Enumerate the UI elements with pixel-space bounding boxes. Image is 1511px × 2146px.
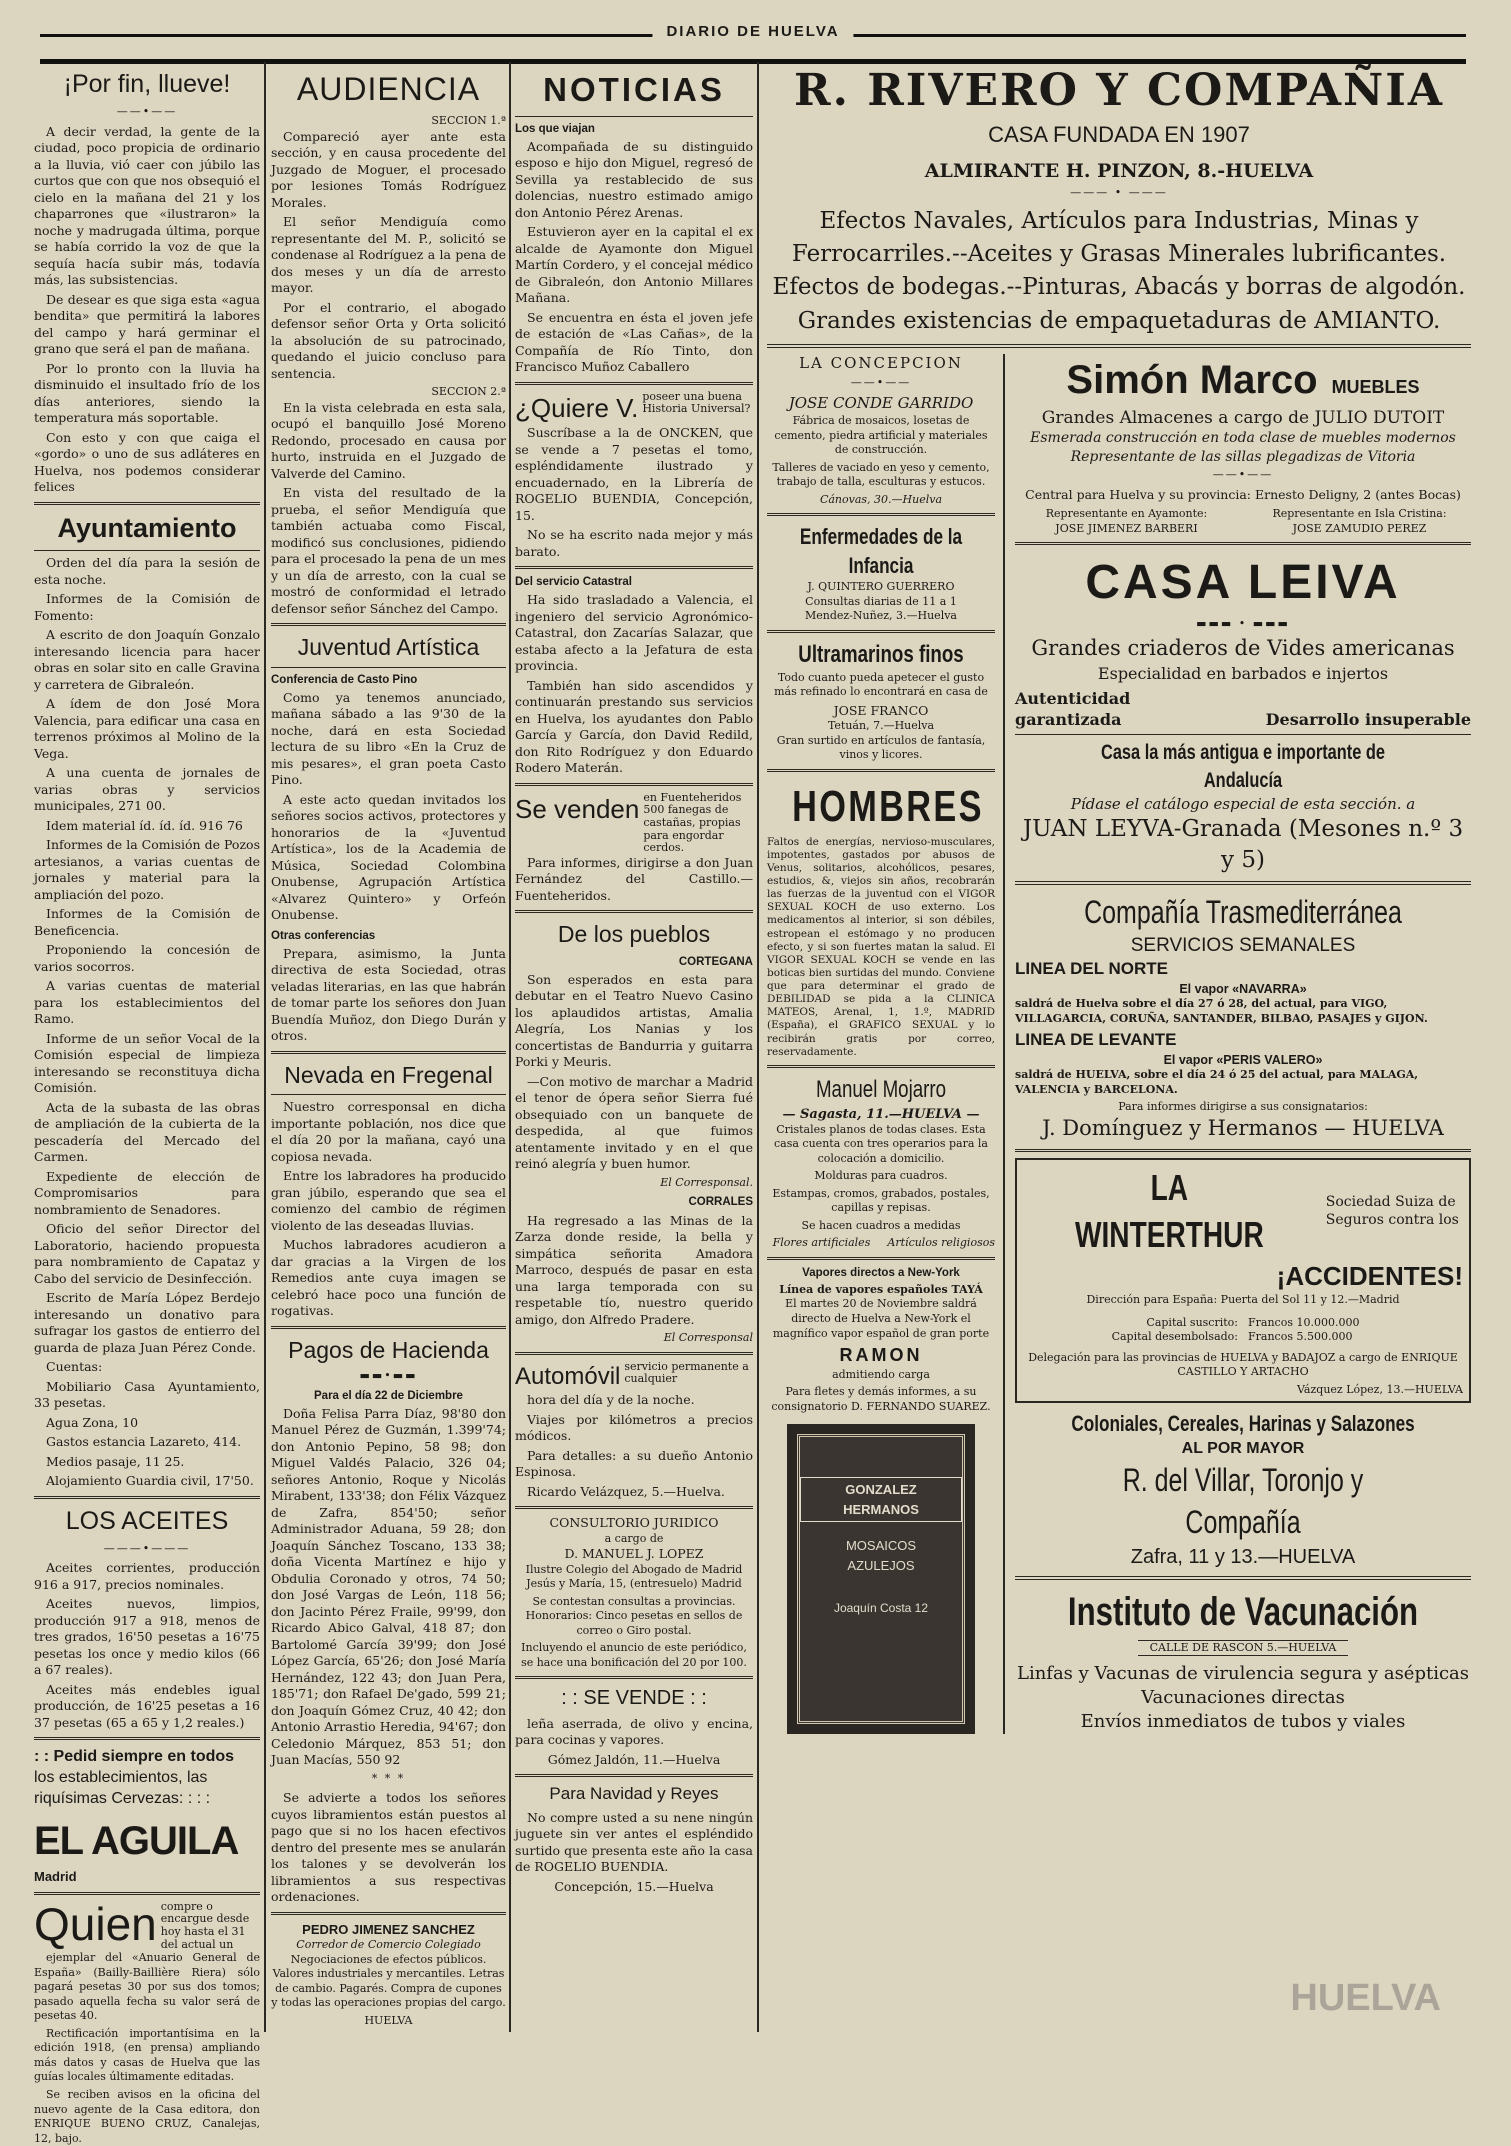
ayto-item: A ídem de don José Mora Valencia, para edificar una casa en terrenos próximos al Molino de la Vega.: [34, 696, 260, 761]
ultra-paragraph: Todo cuanto pueda apetecer el gusto más refinado lo encontrará en casa de: [774, 670, 988, 699]
lluvia-paragraph: Por lo pronto con la lluvia ha disminuido el insultado frío de los días anteriores, siendo la temperatura más soportable.: [34, 360, 260, 426]
divider: [515, 1676, 753, 1679]
juventud-paragraph: Prepara, asimismo, la Junta directiva de esta Sociedad, otras veladas literarias, en las que habrán de tomar parte los señores don Juan Buendía Muñoz, don Diego Durán y otros.: [271, 945, 506, 1044]
juventud-paragraph: Como ya tenemos anunciado, mañana sábado a las 9'30 de la noche, dará en esta Sociedad lectura de su libro «En la Cruz de mis pesares», el gran poeta Casto Pino.: [271, 689, 506, 788]
trasmed-text: saldrá de Huelva sobre el día 27 ó 28, del actual, para VIGO, VILLAGARCIA, CORUÑA, SANTANDER, BILBAO, PASAJES y GIJON.: [1015, 997, 1428, 1025]
divider: [515, 566, 753, 569]
audiencia-paragraph: En vista del resultado de la prueba, el señor Mendiguía que también actuaba como Fiscal, modificó sus conclusiones, pidiendo para el procesado la pena de un mes y un día de arresto, con la cual se mostró de conformidad el letrado defensor señor Sánchez del Campo.: [271, 485, 506, 616]
mojarro-paragraph: Se hacen cuadros a medidas: [801, 1218, 961, 1232]
auto-paragraph: Ricardo Velázquez, 5.—Huelva.: [527, 1483, 725, 1499]
quien-ad-head: [34, 1897, 260, 1952]
ad-split: [767, 354, 1471, 1734]
vapores-paragraph: El martes 20 de Noviembre saldrá directo de Huelva a New-York el magnífico vapor español de gran porte: [772, 1297, 990, 1340]
pagos-subhead: Para el día 22 de Diciembre: [314, 1389, 463, 1402]
villar-title: R. del Villar, Toronjo y Compañía: [1122, 1462, 1364, 1541]
nevada-paragraph: Muchos labradores acudieron a dar gracias a la Virgen de los Remedios ante cuya imagen se celebró hace poco una función de rogativas.: [271, 1237, 506, 1319]
conc-paragraph: Fábrica de mosaicos, losetas de cemento, piedra artificial y materiales de construcción.: [774, 414, 988, 457]
pjs-text: Negociaciones de efectos públicos. Valores industriales y mercantiles. Letras de cambio. Pagarés. Compra de cupones y todas las operaciones propias del cargo.: [271, 1952, 506, 2010]
trasmed-vapor: El vapor «PERIS VALERO»: [1163, 1052, 1323, 1067]
column-3: [515, 62, 753, 2037]
trasmed-line: LINEA DEL NORTE: [1015, 959, 1169, 979]
rivero-founded: CASA FUNDADA EN 1907: [988, 122, 1250, 148]
ayto-item: Escrito de María López Berdejo interesando un donativo para sufragar los gastos de entierro del guarda de plaza Juan Pérez Conde.: [34, 1290, 260, 1355]
auto-paragraph: hora del día y de la noche.: [527, 1392, 695, 1408]
tile-address: Joaquín Costa 12: [833, 1601, 929, 1616]
divider: [271, 1094, 506, 1095]
simon-title: Simón Marco: [1066, 358, 1318, 403]
aceites-paragraph: Aceites corrientes, producción 916 a 917, precios nominales.: [34, 1560, 260, 1592]
audiencia-paragraph: Por el contrario, el abogado defensor señor Orta y Orta solicitó la absolución de su patrocinado, quedando el juicio concluso para sentencia.: [271, 299, 506, 381]
winter-cap-label: Capital desembolsado:: [1111, 1330, 1238, 1344]
pagos-paragraph: Doña Felisa Parra Díaz, 98'80 don Manuel Pérez de Guzmán, 1.399'74; don Antonio Pepino, 58 98; don Miguel Valdés Palacio, 326 04; señores Antonio, Roque y Nicolás Mirabent, 133'38; don Félix Vázquez de Zafra, 854'50; señor Administrador Aduana, 59 28; don Joaquín Sánchez Toscano, 133 38; doña Vicenta Martínez e hijo y Obdulia Coronado y otros, 74 50; don José Vargas de León, 118 56; don Jacinto Pérez Fraile, 99'99, don Ricardo Abico Galval, 418 87; don Bartolomé García 39'99; don José López García, 65'26; don José María Hernández, 122 43; don Juan Pera, 185'71; don Rafael De'gado, 599 21; don Joaquín Gómez Cruz, 40 42; don Antonio Arrastio Heredia, 94'67; don Celedonio Márquez, 853 51; don Juan Macías, 550 92: [271, 1405, 506, 1768]
divider: [1015, 734, 1471, 735]
divider: [767, 1065, 995, 1068]
mojarro-ad: [767, 1074, 995, 1251]
trasmed-vapor: El vapor «NAVARRA»: [1179, 981, 1307, 996]
consultorio-ad: [515, 1515, 753, 1670]
enf-address: Mendez-Nuñez, 3.—Huelva: [805, 609, 957, 623]
ultra-paragraph: Gran surtido en artículos de fantasía, vinos y licores.: [776, 733, 986, 762]
winter-cap-value: Francos 5.500.000: [1248, 1330, 1353, 1344]
divider: [1015, 881, 1471, 885]
ayto-item: Mobiliario Casa Ayuntamiento, 33 pesetas.: [34, 1378, 260, 1411]
catastral-paragraph: También han sido ascendidos y continuarán prestando sus servicios en Huelva, los ayudantes don Pablo García y García, don David Redild, don Rito Rodríguez y don Eduardo Rodero Materán.: [515, 677, 753, 776]
simon-rep: [1248, 507, 1471, 536]
quiere-big: ¿Quiere V.: [515, 392, 639, 423]
venden-ad-head: [515, 792, 753, 855]
divider: [515, 910, 753, 913]
noticias-title: NOTICIAS: [543, 71, 725, 108]
mojarro-row: [767, 1236, 995, 1251]
ultramarinos-ad: [767, 639, 995, 763]
leiva-row: [1015, 688, 1471, 730]
ultra-address: Tetuán, 7.—Huelva: [827, 719, 935, 733]
villar-ad: [1015, 1409, 1471, 1570]
trasmed-info: Para informes dirigirse a sus consignatarios:: [1118, 1100, 1368, 1114]
lluvia-title: ¡Por fin, llueve!: [63, 70, 231, 98]
section-label: SECCION 1.ª: [431, 114, 506, 128]
ultra-title: Ultramarinos finos: [798, 640, 964, 668]
auto-ad-head: [515, 1361, 753, 1393]
inst-line: Vacunaciones directas: [1141, 1687, 1345, 1709]
cons-title: CONSULTORIO JURIDICO: [549, 1515, 719, 1531]
ornament: ——•——: [850, 375, 912, 389]
divider: [34, 1737, 260, 1740]
leiva-line: Desarrollo insuperable: [1265, 710, 1471, 730]
mojarro-item: Flores artificiales: [772, 1236, 871, 1250]
ayto-item: Gastos estancia Lazareto, 414.: [46, 1434, 242, 1450]
divider: [1015, 1576, 1471, 1580]
enf-name: J. QUINTERO GUERRERO: [807, 580, 955, 594]
mojarro-paragraph: Estampas, cromos, grabados, postales, capillas y repisas.: [772, 1186, 990, 1215]
winter-address: Vázquez López, 13.—HUELVA: [1296, 1382, 1463, 1396]
leiva-title: CASA LEIVA: [1085, 556, 1401, 610]
conc-address: Cánovas, 30.—Huelva: [819, 492, 943, 506]
leiva-ad: [1015, 551, 1471, 875]
trasmed-agent: J. Domínguez y Hermanos — HUELVA: [1042, 1115, 1444, 1140]
pueblos-paragraph: —Con motivo de marchar a Madrid el tenor de ópera señor Sierra fué obsequiado con un banquete de despedida, al que fuimos atentamente invitado y en el que reinó alegría y buen humor.: [515, 1073, 753, 1172]
rivero-line: Grandes existencias de empaquetaduras de AMIANTO.: [797, 307, 1441, 334]
quiere-paragraph: Suscríbase a la de ONCKEN, que se vende a 7 pesetas el tomo, espléndidamente ilustrado y encuadernado, en la Librería de ROGELIO BUENDIA, Concepción, 15.: [515, 425, 753, 523]
aceites-title: LOS ACEITES: [65, 1506, 229, 1535]
aguila-brand: EL AGUILA: [34, 1819, 239, 1864]
infancia-ad: [767, 522, 995, 624]
divider: [34, 550, 260, 551]
place-label: CORRALES: [688, 1196, 753, 1209]
navidad-paragraph: No compre usted a su nene ningún juguete sin ver antes el espléndido surtido que presenta este año la casa de ROGELIO BUENDIA.: [515, 1809, 753, 1875]
instituto-ad: [1015, 1586, 1471, 1734]
divider: [34, 1892, 260, 1895]
mojarro-paragraph: Molduras para cuadros.: [814, 1169, 948, 1183]
divider: [515, 382, 753, 385]
lluvia-paragraph: De desear es que siga esta «agua bendita» que permitirá la labores del campo y hará germinar el grano que será el pan de mañana.: [34, 291, 260, 357]
pjs-city: HUELVA: [364, 2013, 413, 2027]
sevende-title: : : SE VENDE : :: [561, 1687, 707, 1710]
lluvia-paragraph: Con esto y con que caiga el «gordo» o uno de sus adláteres en Huelva, nos podemos considerar felices: [34, 429, 260, 495]
sevende-paragraph: Gómez Jaldón, 11.—Huelva: [547, 1751, 721, 1767]
leiva-line: Pídase el catálogo especial de esta sección. a: [1070, 794, 1416, 813]
ayto-item: Informes de la Comisión de Beneficencia.: [34, 906, 260, 938]
quiere-side: poseer una buena Historia Universal?: [642, 389, 751, 416]
divider: [515, 1352, 753, 1355]
tile-ad-inner: [797, 1434, 965, 1724]
trasmed-sub: SERVICIOS SEMANALES: [1130, 935, 1356, 957]
inst-line: Linfas y Vacunas de virulencia segura y asépticas: [1016, 1663, 1470, 1685]
cons-paragraph: Incluyendo el anuncio de este periódico, se hace una bonificación del 20 por 100.: [521, 1641, 747, 1669]
column-4: [767, 62, 1471, 2037]
place-label: CORTEGANA: [678, 955, 753, 968]
conc-title: LA CONCEPCION: [799, 354, 963, 373]
divider: [271, 667, 506, 668]
mojarro-item: Artículos religiosos: [887, 1236, 995, 1250]
aguila-ad: [34, 1746, 260, 1886]
quien-paragraph: Se reciben avisos en la oficina del nuevo agente de la Casa editora, don ENRIQUE BUENO CRUZ, Canalejas, 12, bajo.: [34, 2087, 260, 2145]
mojarro-title: Manuel Mojarro: [815, 1075, 947, 1103]
divider: [34, 502, 260, 505]
vapores-paragraph: Para fletes y demás informes, a su consignatorio D. FERNANDO SUAREZ.: [771, 1385, 991, 1413]
simon-rep-title: Representante en Isla Cristina:: [1272, 507, 1447, 521]
villar-line: AL POR MAYOR: [1181, 1440, 1305, 1458]
audiencia-title: AUDIENCIA: [296, 71, 481, 107]
pjs-title: Corredor de Comercio Colegiado: [296, 1938, 481, 1952]
hombres-title: HOMBRES: [792, 781, 984, 831]
cons-paragraph: Se contestan consultas a provincias. Honorarios: Cinco pesetas en sellos de correo o Giro postal.: [525, 1594, 743, 1637]
ornament: ———•———: [103, 1541, 191, 1555]
ornament: ——•——: [1212, 468, 1274, 482]
venden-big: Se venden: [515, 793, 640, 824]
ads-left: [767, 354, 1005, 1734]
vapores-paragraph: admitiendo carga: [832, 1367, 930, 1381]
simon-rep-name: JOSE ZAMUDIO PEREZ: [1292, 521, 1427, 535]
column-2: [271, 62, 506, 2037]
ayto-item: Expediente de elección de Compromisarios para nombramiento de Senadores.: [34, 1168, 260, 1217]
divider: [1015, 542, 1471, 545]
masthead-title: DIARIO DE HUELVA: [652, 23, 853, 40]
leiva-line: Autenticidad garantizada: [1015, 689, 1131, 730]
divider: [515, 1774, 753, 1777]
ayto-item: Proponiendo la concesión de varios socorros.: [34, 942, 260, 974]
ayto-item: Informe de un señor Vocal de la Comisión especial de limpieza interesando se reconstituya dicha Comisión.: [34, 1030, 260, 1096]
divider: [271, 1051, 506, 1054]
ayto-item: Informes de la Comisión de Pozos artesianos, a varias cuentas de jornales y material para la ampliación del pozo.: [34, 837, 260, 902]
venden-side: en Fuenteheridos 500 fanegas de castañas, propias para engordar cerdos.: [643, 790, 742, 855]
pagos-paragraph: Se advierte a todos los señores cuyos libramientos están puestos al pago que si no los hacen efectivos dentro del presente mes se anularán los talones y se devolverán los libramientos a sus respectivas ordenaciones.: [271, 1790, 506, 1905]
quien-paragraph: ejemplar del «Anuario General de España» (Bailly-Baillière Riera) sólo pagará pesetas 30 por sus dos tomos; pasado aquella fecha su valor será de pesetas 40.: [34, 1951, 260, 2023]
rivero-ad: [767, 62, 1471, 338]
divider: [271, 623, 506, 626]
divider: [767, 513, 995, 516]
masthead: [40, 23, 1466, 64]
divider: [767, 769, 995, 772]
simon-line: Grandes Almacenes a cargo de JULIO DUTOIT: [1041, 407, 1445, 428]
simon-line: Central para Huelva y su provincia: Ernesto Deligny, 2 (antes Bocas): [1025, 486, 1461, 502]
villar-line: Coloniales, Cereales, Harinas y Salazones: [1071, 1411, 1415, 1437]
inst-address: CALLE DE RASCON 5.—HUELVA: [1138, 1640, 1349, 1657]
villar-address: Zafra, 11 y 13.—HUELVA: [1130, 1545, 1356, 1568]
lluvia-paragraph: A decir verdad, la gente de la ciudad, poco propicia de ordinario a la lluvia, vió caer con júbilo las curtos que con que nos obsequió el cielo en la mañana del 21 y los chaparrones que «ilustraron» la noche y madrugada última, porque se había corrido la voz de que la sequía hacía subir más, todavía más, las subsistencias.: [34, 123, 260, 288]
nevada-paragraph: Entre los labradores ha producido gran júbilo, esperando que sea el comienzo del cambio de régimen violento de las deseadas lluvias.: [271, 1168, 506, 1233]
ayto-item: A escrito de don Joaquín Gonzalo interesando licencia para hacer obras en solar sito en calle Gravina y carretera de Gibraleón.: [34, 627, 260, 692]
auto-side: servicio permanente a cualquier: [624, 1359, 749, 1386]
enf-title: Enfermedades de la Infancia: [799, 524, 963, 579]
signature: El Corresponsal.: [660, 1175, 753, 1189]
divider: [1015, 1149, 1471, 1152]
ayto-item: Agua Zona, 10: [46, 1414, 139, 1430]
nevada-title: Nevada en Fregenal: [284, 1061, 493, 1088]
divider: [515, 783, 753, 786]
inst-title: Instituto de Vacunación: [1067, 1590, 1419, 1635]
auto-big: Automóvil: [515, 1362, 621, 1390]
inst-line: Envíos inmediatos de tubos y viales: [1080, 1710, 1406, 1732]
juventud-title: Juventud Artística: [297, 634, 480, 661]
leiva-line: Casa la más antigua e importante de Andalucía: [1100, 741, 1386, 792]
ornament: ——•——: [116, 105, 178, 118]
catastral-subhead: Del servicio Catastral: [515, 576, 632, 589]
divider: [767, 344, 1471, 348]
quien-side: compre o encargue desde hoy hasta el 31 del actual un: [160, 1899, 250, 1951]
venden-paragraph: Para informes, dirigirse a don Juan Fernández del Castillo.—Fuenteheridos.: [515, 854, 753, 903]
ayto-item: Acta de la subasta de las obras de ampliación de la cubierta de la pescadería del Mercado del Carmen.: [34, 1099, 260, 1165]
column-1: [34, 62, 260, 2145]
divider: [271, 1326, 506, 1329]
auto-paragraph: Viajes por kilómetros a precios módicos.: [515, 1411, 753, 1444]
mojarro-address: — Sagasta, 11.—HUELVA —: [782, 1106, 980, 1122]
divider: [34, 1496, 260, 1499]
winter-desc: Sociedad Suiza de Seguros contra los: [1325, 1193, 1459, 1229]
hombres-text: Faltos de energías, nervioso-musculares, impotentes, gastados por abusos de Venus, solitarios, alcohólicos, pesares, estudios, &, viejos sin años, recobrarán las fuerzas de la juventud con el VIGOR SEXUAL KOCH de uso externo. Los medicamentos al interior, si son débiles, estropean el estómago y no producen efecto, y si son fuertes matan la salud. El VIGOR SEXUAL KOCH se vende en las boticas bien surtidas del mundo. Conviene que para determinar el grado de DEBILIDAD se pida a la CLINICA MATEOS, Arenal, 1, 1.º, MADRID (España), el GRAFICO SEXUAL y lo recibirán gratis por correo, reservadamente.: [767, 835, 995, 1058]
nevada-paragraph: Nuestro corresponsal en dicha importante población, nos dice que el día 20 por la mañana, cayó una copiosa nevada.: [271, 1099, 506, 1164]
tile-line: MOSAICOS: [845, 1538, 917, 1554]
winter-capital: [1063, 1330, 1423, 1345]
viajan-paragraph: Estuvieron ayer en la capital el ex alcalde de Ayamonte don Miguel Martín Cordero, y el concejal médico de Gibraleón, don Antonio Millares Mañana.: [515, 224, 753, 306]
trasmediterranea-ad: [1015, 891, 1471, 1142]
winterthur-ad: [1015, 1158, 1471, 1403]
aceites-paragraph: Aceites nuevos, limpios, producción 917 a 918, menos de tres grados, 16'50 pesetas a 16'75 pesetas los once y medio kilos (66 a 67 reales).: [34, 1596, 260, 1678]
enf-hours: Consultas diarias de 11 a 1: [805, 594, 957, 608]
divider: [767, 630, 995, 633]
simon-rep: [1015, 507, 1238, 536]
catastral-paragraph: Ha sido trasladado a Valencia, el ingeniero del servicio Agronómico-Catastral, don Zacarías Salazar, que estaba afecto a la Jefatura de esta provincia.: [515, 592, 753, 674]
trasmed-title: Compañía Trasmediterránea: [1084, 894, 1402, 931]
ayto-item: Informes de la Comisión de Fomento:: [34, 591, 260, 623]
ayto-item: Idem material íd. íd. íd. 916 76: [46, 817, 243, 833]
conc-paragraph: Talleres de vaciado en yeso y cemento, trabajo de talla, esculturas y estucos.: [772, 460, 990, 489]
column-divider: [509, 62, 511, 2032]
winter-direction: Dirección para España: Puerta del Sol 11 y 12.—Madrid: [1086, 1293, 1400, 1306]
leiva-line: Especialidad en barbados e injertos: [1097, 663, 1389, 683]
aguila-line: riquísimas Cervezas: : : :: [34, 1790, 211, 1808]
simon-rep-title: Representante en Ayamonte:: [1045, 507, 1208, 521]
audiencia-paragraph: En la vista celebrada en esta sala, ocupó el banquillo José Moreno Redondo, procesado en causa por hurto, instruida en el Juzgado de Valverde del Camino.: [271, 399, 506, 481]
pueblos-paragraph: Son esperados en esta para debutar en el Teatro Nuevo Casino los aplaudidos artistas, Amalia Alegría, Los Nanias y los concertistas de Bandurria y guitarra Porki y Meuris.: [515, 971, 753, 1070]
viajan-subhead: Los que viajan: [515, 122, 595, 135]
tile-line: AZULEJOS: [847, 1557, 915, 1573]
aguila-line: : : Pedid siempre en todos: [34, 1748, 235, 1766]
ultra-name: JOSE FRANCO: [833, 702, 929, 718]
ayto-item: Medios pasaje, 11 25.: [46, 1453, 185, 1469]
winter-accidents: ¡ACCIDENTES!: [1276, 1260, 1463, 1291]
quiere-paragraph: No se ha escrito nada mejor y más barato.: [515, 527, 753, 559]
auto-paragraph: Para detalles: a su dueño Antonio Espinosa.: [515, 1447, 753, 1480]
conc-name: JOSE CONDE GARRIDO: [788, 394, 974, 413]
ayto-item: Cuentas:: [46, 1359, 103, 1375]
rivero-address: ALMIRANTE H. PINZON, 8.-HUELVA: [924, 160, 1314, 183]
trasmed-line: LINEA DE LEVANTE: [1015, 1030, 1177, 1050]
audiencia-paragraph: El señor Mendiguía como representante del M. P., solicitó se condenase al Rodríguez a la pena de dos meses y un día de arresto mayor.: [271, 214, 506, 296]
section-label: SECCION 2.ª: [431, 385, 506, 399]
divider: [767, 1257, 995, 1260]
pagos-title: Pagos de Hacienda: [288, 1336, 489, 1363]
pjs-ad: [271, 1921, 506, 2028]
winter-cap-value: Francos 10.000.000: [1248, 1315, 1360, 1329]
ornament: ——— • ———: [1070, 186, 1168, 200]
ayto-item: Alojamiento Guardia civil, 17'50.: [46, 1473, 254, 1489]
leiva-line: JUAN LEYVA-Granada (Mesones n.º 3 y 5): [1022, 816, 1464, 873]
winter-delegation: Delegación para las provincias de HUELVA y BADAJOZ a cargo de ENRIQUE CASTILLO Y ARTACHO: [1028, 1350, 1458, 1379]
viajan-paragraph: Acompañada de su distinguido esposo e hijo don Miguel, regresó de Sevilla ya restablecido de sus dolencias, nuestro estimado amigo don Antonio Pérez Arenas.: [515, 138, 753, 220]
leiva-line: Grandes criaderos de Vides americanas: [1031, 636, 1455, 661]
ayto-item: A varias cuentas de material para los establecimientos del Ramo.: [34, 978, 260, 1027]
ads-right: [1015, 354, 1471, 1734]
sevende-paragraph: leña aserrada, de olivo y encina, para cocinas y vapores.: [515, 1715, 753, 1748]
navidad-title: Para Navidad y Reyes: [549, 1784, 719, 1804]
juventud-subhead: Otras conferencias: [271, 929, 376, 942]
ayto-item: Oficio del señor Director del Laboratorio, haciendo propuesta para nombramiento de Capataz y Cabo del servicio de Desinfección.: [34, 1221, 260, 1286]
vapores-ship: RAMON: [839, 1345, 923, 1366]
quien-paragraph: Rectificación importantísima en la edición 1918, (en prensa) ampliando más datos y casas de Huelva que las guías locales últimamente editadas.: [34, 2026, 260, 2084]
concepcion-ad: [767, 354, 995, 507]
viajan-paragraph: Se encuentra en ésta el joven jefe de estación de «Las Cañas», de la Compañía de Río Tinto, don Francisco Muñoz Caballero: [515, 309, 753, 375]
simon-ad: [1015, 354, 1471, 536]
aceites-paragraph: Aceites más endebles igual producción, de 16'25 pesetas a 16 37 pesetas (65 a 65 y 1,2 reales.): [34, 1681, 260, 1730]
audiencia-paragraph: Compareció ayer ante esta sección, y en causa procedente del Juzgado de Moguer, el procesado por lesiones Tomás Rodríguez Morales.: [271, 128, 506, 210]
pjs-name: PEDRO JIMENEZ SANCHEZ: [302, 1921, 475, 1937]
quien-word: Quien: [34, 1897, 157, 1950]
mojarro-paragraph: Cristales planos de todas clases. Esta casa cuenta con tres operarios para la colocación a domicilio.: [774, 1122, 988, 1165]
vapores-line: Línea de vapores españoles TAYÁ: [779, 1282, 983, 1296]
column-divider: [264, 62, 266, 2032]
tile-ad: [787, 1424, 975, 1734]
quiere-ad-head: [515, 391, 753, 425]
vapores-subhead: Vapores directos a New-York: [802, 1266, 960, 1279]
tile-brand: GONZALEZ HERMANOS: [800, 1477, 962, 1522]
simon-rep-name: JOSE JIMENEZ BARBERI: [1055, 521, 1198, 535]
hombres-ad: [767, 778, 995, 1059]
divider: [271, 1912, 506, 1915]
simon-reps: [1015, 507, 1471, 536]
divider: [515, 116, 753, 117]
vapores-ad: [767, 1266, 995, 1415]
aguila-line: los establecimientos, las: [34, 1769, 208, 1787]
pueblos-paragraph: Ha regresado a las Minas de la Zarza donde reside, la bella y simpática señorita Amadora Marroco, después de pasar en esta una larga temporada con su respetable tío, nuestro querido amigo, don Alfredo Pradere.: [515, 1212, 753, 1327]
simon-tag: MUEBLES: [1331, 377, 1420, 398]
signature: El Corresponsal: [663, 1331, 753, 1345]
winter-cap-label: Capital suscrito:: [1146, 1315, 1238, 1329]
cons-name: D. MANUEL J. LOPEZ: [564, 1546, 704, 1562]
juventud-paragraph: A este acto quedan invitados los señores socios activos, protectores y honorarios de la «Juventud Artística», los de la Academia de Música, Sociedad Colombina Onubense, Agrupación Artística «Alvarez Quintero» y Orfeón Onubense.: [271, 791, 506, 923]
ornament: ▬▬•▬▬: [359, 1369, 418, 1383]
archive-watermark: HUELVA: [1290, 1977, 1441, 2019]
juventud-subhead: Conferencia de Casto Pino: [271, 673, 418, 686]
aguila-city: Madrid: [34, 1869, 77, 1885]
simon-line: Representante de las sillas plegadizas de Vitoria: [1070, 448, 1416, 465]
cons-paragraph: Ilustre Colegio del Abogado de Madrid Jesús y María, 15, (entresuelo) Madrid: [525, 1562, 743, 1591]
ayuntamiento-title: Ayuntamiento: [57, 512, 237, 543]
cons-sub: a cargo de: [604, 1531, 664, 1545]
simon-line: Esmerada construcción en toda clase de muebles modernos: [1030, 430, 1456, 447]
ornament: * * *: [371, 1771, 406, 1785]
ornament: ▬▬▬ • ▬▬▬: [1196, 616, 1290, 630]
navidad-paragraph: Concepción, 15.—Huelva: [554, 1878, 714, 1894]
rivero-line: Efectos Navales, Artículos para Industrias, Minas y Ferrocarriles.--Aceites y Grasas Minerales lubrificantes.: [791, 207, 1447, 268]
ayto-item: A una cuenta de jornales de varias obras y servicios municipales, 271 00.: [34, 765, 260, 814]
divider: [515, 1506, 753, 1509]
ayto-item: Orden del día para la sesión de esta noche.: [34, 555, 260, 587]
column-divider: [757, 62, 759, 2032]
pueblos-title: De los pueblos: [557, 921, 711, 948]
rivero-title: R. RIVERO Y COMPAÑIA: [794, 65, 1444, 116]
winter-capital: [1063, 1316, 1423, 1331]
winter-title: LA WINTERTHUR: [1075, 1166, 1264, 1256]
rivero-line: Efectos de bodegas.--Pinturas, Abacás y borras de algodón.: [772, 274, 1466, 301]
trasmed-text: saldrá de HUELVA, sobre el día 24 ó 25 del actual, para MALAGA, VALENCIA y BARCELONA.: [1015, 1068, 1419, 1096]
